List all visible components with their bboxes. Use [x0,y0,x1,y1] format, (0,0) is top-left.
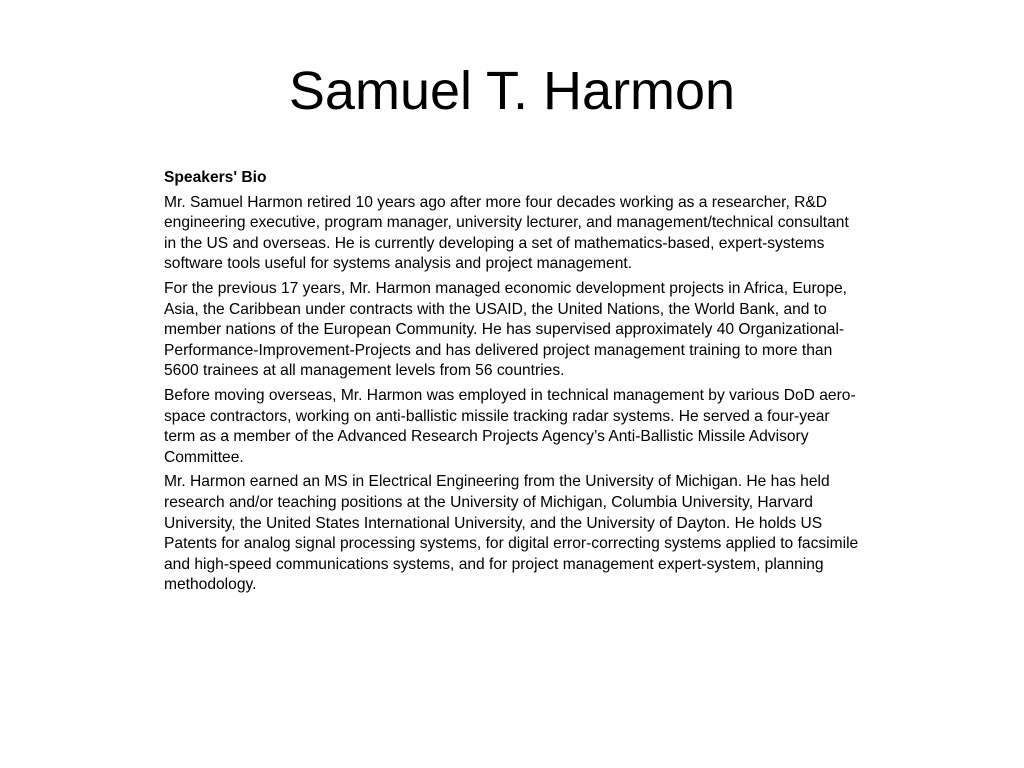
bio-paragraph-education: Mr. Harmon earned an MS in Electrical Engineering from the University of Michigan. He has held research and/or teaching positions at the University of Michigan, Columbia University, Harvard University, the United States International University, and the University of Dayton. He holds US Patents for analog signal processing systems, for digital error-correcting systems applied to facsimile and high-speed communications systems, and for project management expert-system, planning methodology. [164,473,859,594]
bio-paragraph-aerospace: Before moving overseas, Mr. Harmon was employed in technical management by various DoD aero-space contractors, working on anti-ballistic missile tracking radar systems. He served a four-year term as a member of the Advanced Research Projects Agency’s Anti-Ballistic Missile Advisory Committee. [164,386,856,466]
slide-title: Samuel T. Harmon [288,61,736,121]
bio-paragraph-retirement: Mr. Samuel Harmon retired 10 years ago after more four decades working as a researcher, R&D engineering executive, program manager, university lecturer, and management/technical consultant in the US and overseas. He is currently developing a set of mathematics-based, expert-systems software tools useful for systems analysis and project management. [164,193,849,273]
bio-heading: Speakers' Bio [164,169,267,186]
bio-body [164,168,864,600]
bio-paragraph-development-projects: For the previous 17 years, Mr. Harmon managed economic development projects in Africa, Europe, Asia, the Caribbean under contracts with the USAID, the United Nations, the World Bank, and to member nations of the European Community. He has supervised approximately 40 Organizational-Performance-Improvement-Projects and has delivered project management training to more than 5600 trainees at all management levels from 56 countries. [164,279,847,380]
